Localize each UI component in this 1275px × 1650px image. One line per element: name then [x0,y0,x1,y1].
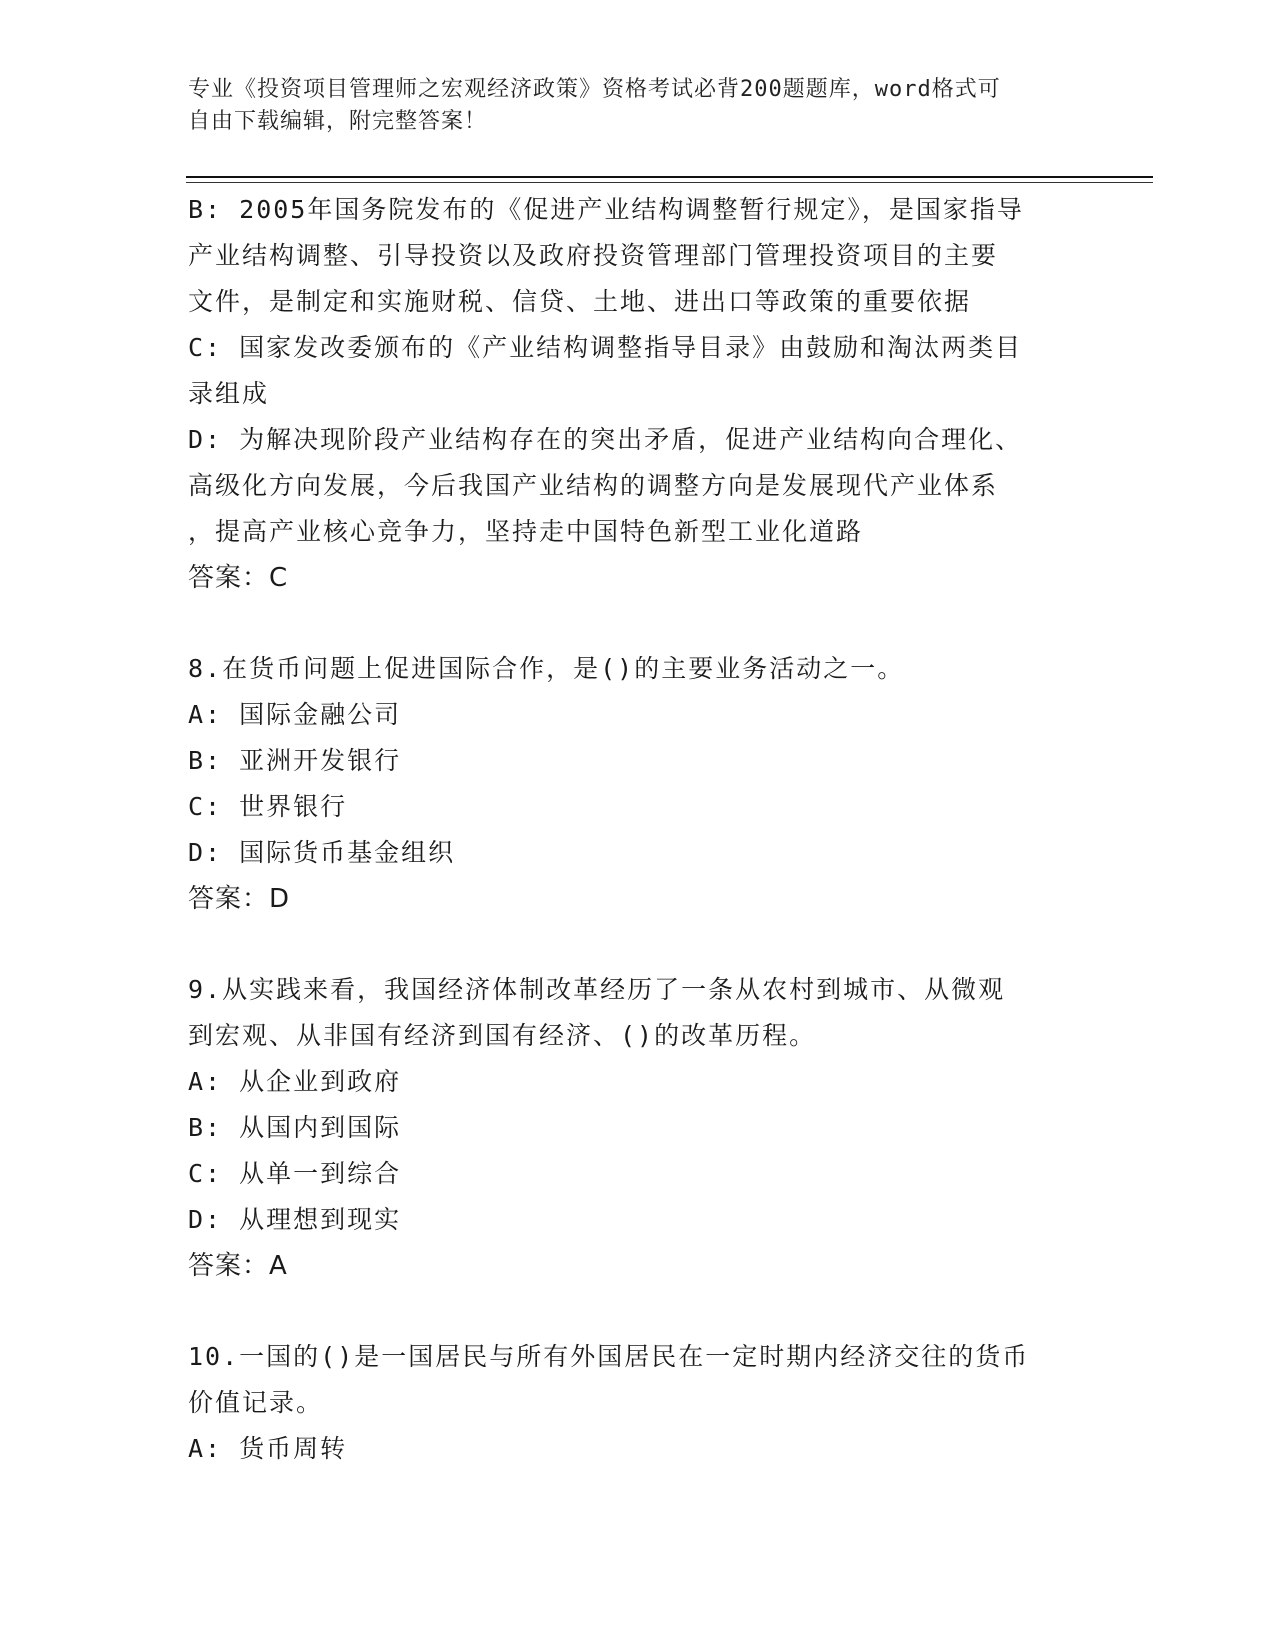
q7-option-b-line-1: B: 2005年国务院发布的《促进产业结构调整暂行规定》，是国家指导 [188,195,1024,224]
question-9 [188,967,1088,1289]
spacer [188,922,1088,967]
q7-answer: 答案：C [188,563,289,593]
q7-option-b-line-2: 产业结构调整、引导投资以及政府投资管理部门管理投资项目的主要 [188,241,999,270]
q8-option-a: A: 国际金融公司 [188,700,402,729]
header-title-line-1: 专业《投资项目管理师之宏观经济政策》资格考试必背200题题库，word格式可 [188,77,1001,102]
page-header [188,74,1068,138]
header-divider-thick [186,176,1153,178]
q10-option-a: A: 货币周转 [188,1434,348,1463]
q9-option-b: B: 从国内到国际 [188,1113,402,1142]
q10-stem-line-2: 价值记录。 [188,1388,324,1417]
q10-stem-line-1: 10.一国的()是一国居民与所有外国居民在一定时期内经济交往的货币 [188,1342,1030,1371]
q7-option-c-line-2: 录组成 [188,379,270,408]
q7-option-b-line-3: 文件，是制定和实施财税、信贷、土地、进出口等政策的重要依据 [188,287,972,316]
q9-option-c: C: 从单一到综合 [188,1159,402,1188]
q9-answer: 答案：A [188,1251,288,1281]
question-8 [188,646,1088,922]
q7-option-d-line-3: ，提高产业核心竞争力，坚持走中国特色新型工业化道路 [188,517,864,546]
q8-answer: 答案：D [188,884,291,914]
header-divider-thin [186,182,1153,183]
spacer [188,1289,1088,1334]
q9-stem-line-1: 9.从实践来看，我国经济体制改革经历了一条从农村到城市、从微观 [188,975,1006,1004]
question-list [188,187,1088,1472]
q9-stem-line-2: 到宏观、从非国有经济到国有经济、()的改革历程。 [188,1021,817,1050]
header-title-line-2: 自由下载编辑，附完整答案！ [188,109,488,134]
q7-option-d-line-1: D: 为解决现阶段产业结构存在的突出矛盾，促进产业结构向合理化、 [188,425,1023,454]
q8-option-b: B: 亚洲开发银行 [188,746,402,775]
q9-option-d: D: 从理想到现实 [188,1205,402,1234]
spacer [188,601,1088,646]
q7-option-c-line-1: C: 国家发改委颁布的《产业结构调整指导目录》由鼓励和淘汰两类目 [188,333,1023,362]
q8-option-d: D: 国际货币基金组织 [188,838,456,867]
q7-option-d-line-2: 高级化方向发展，今后我国产业结构的调整方向是发展现代产业体系 [188,471,999,500]
question-10 [188,1334,1088,1472]
question-7-tail [188,187,1088,601]
q8-option-c: C: 世界银行 [188,792,348,821]
q9-option-a: A: 从企业到政府 [188,1067,402,1096]
q8-stem: 8.在货币问题上促进国际合作，是()的主要业务活动之一。 [188,654,905,683]
